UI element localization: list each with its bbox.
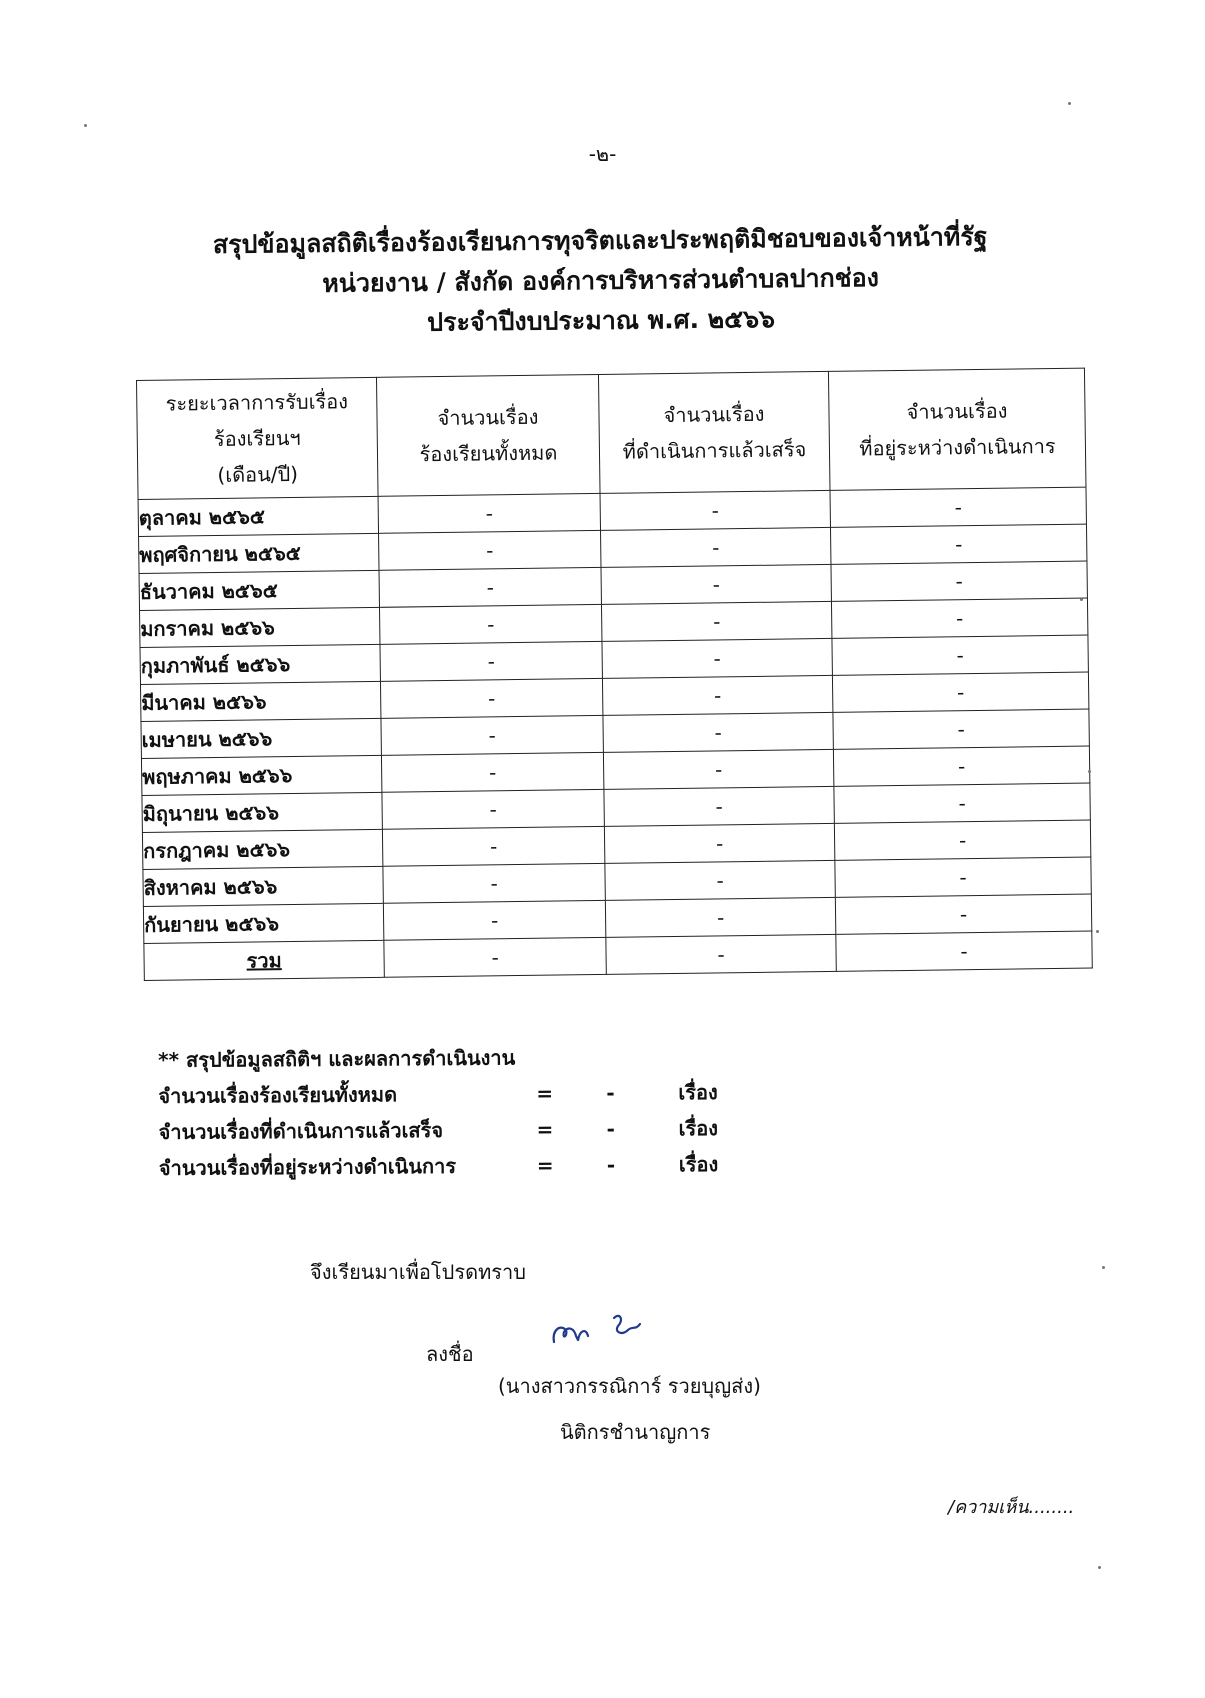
row-total: - — [378, 493, 600, 533]
summary-equals: = — [536, 1117, 554, 1142]
row-in-progress: - — [830, 524, 1086, 564]
row-total: - — [380, 641, 602, 681]
signature-mark-icon — [548, 1306, 668, 1356]
handwritten-signature — [548, 1306, 668, 1360]
header-in-progress — [828, 368, 1086, 490]
row-in-progress: - — [831, 561, 1087, 601]
header-in-progress-line: ที่อยู่ระหว่างดำเนินการ — [859, 433, 1056, 461]
row-month: มิถุนายน ๒๕๖๖ — [142, 792, 382, 832]
total-all: - — [384, 937, 606, 977]
table-header-row — [137, 368, 1086, 499]
scan-speck — [1068, 102, 1071, 105]
row-month: พฤศจิกายน ๒๕๖๕ — [139, 533, 379, 573]
summary-unit: เรื่อง — [678, 1080, 718, 1105]
header-total-complaints — [376, 374, 600, 496]
summary-value: - — [606, 1116, 616, 1141]
row-in-progress: - — [832, 635, 1088, 675]
summary-equals: = — [536, 1081, 554, 1106]
signer-position: นิติกรชำนาญการ — [560, 1420, 711, 1444]
summary-unit: เรื่อง — [678, 1116, 719, 1141]
row-completed: - — [605, 897, 835, 937]
row-month: กรกฎาคม ๒๕๖๖ — [142, 829, 382, 869]
document-title — [120, 216, 1081, 346]
row-completed: - — [603, 749, 833, 789]
row-in-progress: - — [831, 598, 1087, 638]
continuation-note: /ความเห็น........ — [948, 1497, 1075, 1518]
summary-label: จำนวนเรื่องที่อยู่ระหว่างดำเนินการ — [158, 1153, 457, 1180]
statistics-table-container — [136, 368, 1093, 981]
row-total: - — [379, 567, 601, 607]
row-completed: - — [605, 860, 835, 900]
page-number: -๒- — [588, 142, 617, 166]
scan-speck — [1098, 1566, 1101, 1569]
scan-speck — [1088, 770, 1091, 773]
total-completed: - — [606, 934, 836, 974]
scan-speck — [84, 124, 87, 127]
row-total: - — [382, 789, 604, 829]
header-in-progress-line: จำนวนเรื่อง — [906, 398, 1008, 424]
header-completed-line: ที่ดำเนินการแล้วเสร็จ — [622, 437, 807, 464]
row-total: - — [382, 826, 604, 866]
row-month: มีนาคม ๒๕๖๖ — [140, 681, 380, 721]
row-in-progress: - — [832, 672, 1088, 712]
row-month: ตุลาคม ๒๕๖๕ — [138, 496, 378, 536]
summary-row — [159, 1110, 799, 1150]
row-total: - — [381, 752, 603, 792]
row-completed: - — [603, 712, 833, 752]
row-completed: - — [601, 601, 831, 641]
scan-speck — [1102, 1266, 1105, 1269]
row-in-progress: - — [833, 709, 1089, 749]
row-in-progress: - — [830, 487, 1086, 527]
row-in-progress: - — [835, 894, 1091, 934]
row-completed: - — [600, 490, 830, 530]
row-month: เมษายน ๒๕๖๖ — [141, 718, 381, 758]
row-month: ธันวาคม ๒๕๖๕ — [139, 570, 379, 610]
row-completed: - — [601, 527, 831, 567]
row-total: - — [381, 715, 603, 755]
summary-label: จำนวนเรื่องร้องเรียนทั้งหมด — [158, 1082, 398, 1108]
header-completed — [598, 371, 830, 493]
header-total-line: จำนวนเรื่อง — [437, 404, 539, 431]
row-month: มกราคม ๒๕๖๖ — [140, 607, 380, 647]
header-period-line: (เดือน/ปี) — [217, 461, 299, 487]
row-in-progress: - — [835, 857, 1091, 897]
row-in-progress: - — [834, 820, 1090, 860]
total-in-progress: - — [836, 931, 1092, 971]
title-line-2: หน่วยงาน / สังกัด องค์การบริหารส่วนตำบลปากช่อง — [322, 263, 879, 298]
closing-text: จึงเรียนมาเพื่อโปรดทราบ — [310, 1260, 526, 1284]
summary-row — [158, 1074, 798, 1114]
summary-value: - — [606, 1080, 615, 1105]
summary-section — [158, 1038, 799, 1186]
row-completed: - — [601, 564, 831, 604]
row-in-progress: - — [833, 746, 1089, 786]
row-month: กุมภาพันธ์ ๒๕๖๖ — [140, 644, 380, 684]
statistics-table — [136, 368, 1093, 981]
header-period-line: ระยะเวลาการรับเรื่อง — [165, 389, 349, 416]
summary-heading: ** สรุปข้อมูลสถิติฯ และผลการดำเนินงาน — [158, 1045, 516, 1072]
row-in-progress: - — [834, 783, 1090, 823]
summary-equals: = — [536, 1153, 554, 1178]
row-completed: - — [604, 786, 834, 826]
header-total-line: ร้องเรียนทั้งหมด — [419, 440, 558, 467]
summary-label: จำนวนเรื่องที่ดำเนินการแล้วเสร็จ — [158, 1118, 444, 1144]
row-total: - — [383, 900, 605, 940]
row-completed: - — [604, 823, 834, 863]
row-total: - — [379, 530, 601, 570]
row-total: - — [383, 863, 605, 903]
signer-name: (นางสาวกรรณิการ์ รวยบุญส่ง) — [498, 1374, 761, 1398]
summary-value: - — [606, 1152, 616, 1177]
scan-speck — [1080, 598, 1083, 601]
row-month: พฤษภาคม ๒๕๖๖ — [141, 755, 381, 795]
header-completed-line: จำนวนเรื่อง — [663, 401, 765, 428]
title-line-3: ประจำปีงบประมาณ พ.ศ. ๒๕๖๖ — [427, 304, 776, 337]
row-total: - — [380, 678, 602, 718]
title-line-1: สรุปข้อมูลสถิติเรื่องร้องเรียนการทุจริตและประพฤติมิชอบของเจ้าหน้าที่รัฐ — [212, 221, 988, 260]
row-completed: - — [602, 638, 832, 678]
signature-label: ลงชื่อ — [426, 1342, 474, 1366]
total-label: รวม — [144, 940, 384, 980]
header-period — [137, 377, 379, 499]
summary-unit: เรื่อง — [678, 1152, 719, 1177]
row-completed: - — [602, 675, 832, 715]
header-period-line: ร้องเรียนฯ — [213, 425, 301, 451]
summary-row — [159, 1146, 799, 1186]
scan-speck — [1096, 930, 1099, 933]
row-month: สิงหาคม ๒๕๖๖ — [143, 866, 383, 906]
row-month: กันยายน ๒๕๖๖ — [143, 903, 383, 943]
row-total: - — [379, 604, 601, 644]
